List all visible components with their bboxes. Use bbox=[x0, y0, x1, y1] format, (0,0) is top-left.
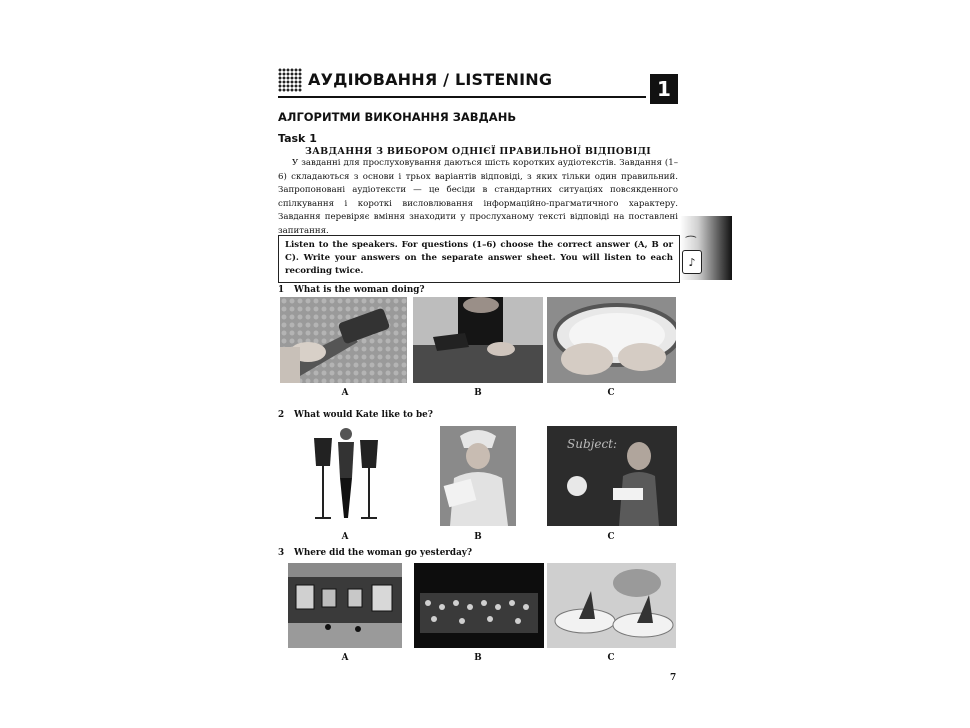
ear-icon: ⁀ bbox=[686, 236, 696, 250]
question-2 bbox=[278, 410, 433, 420]
option-label-a: A bbox=[341, 653, 349, 663]
photo-museum bbox=[288, 563, 402, 648]
header-rule bbox=[278, 96, 646, 98]
page-number: 7 bbox=[670, 673, 677, 683]
question-text: What is the woman doing? bbox=[294, 285, 425, 295]
option-label-a: A bbox=[341, 532, 349, 542]
question-3 bbox=[278, 548, 472, 558]
photo-doctor bbox=[440, 426, 516, 526]
question-text: What would Kate like to be? bbox=[294, 410, 433, 420]
section-title: АУДІЮВАННЯ / LISTENING bbox=[308, 70, 553, 89]
task-type-heading: ЗАВДАННЯ З ВИБОРОМ ОДНІЄЇ ПРАВИЛЬНОЇ ВІДПОВІДІ bbox=[304, 146, 652, 157]
option-label-b: B bbox=[474, 388, 482, 398]
photo-teacher bbox=[547, 426, 677, 526]
header-dots-icon bbox=[278, 68, 302, 92]
photo-fashion-designer bbox=[300, 426, 390, 524]
photo-concert bbox=[414, 563, 544, 648]
algorithm-heading: АЛГОРИТМИ ВИКОНАННЯ ЗАВДАНЬ bbox=[278, 110, 517, 124]
question-number: 2 bbox=[278, 410, 285, 420]
photo-restaurant bbox=[547, 563, 676, 648]
photo-washing-dishes bbox=[547, 297, 676, 383]
photo-ironing bbox=[413, 297, 543, 383]
svg-text:Subject:: Subject: bbox=[567, 437, 618, 451]
instruction-box: Listen to the speakers. For questions (1–6) choose the correct answer (A, B or C). Write your answers on the separate answer sheet. You will listen to each recording twice. bbox=[278, 235, 680, 283]
option-label-b: B bbox=[474, 653, 482, 663]
option-label-a: A bbox=[341, 388, 349, 398]
option-label-c: C bbox=[607, 388, 615, 398]
photo-vacuuming bbox=[280, 297, 407, 383]
option-label-b: B bbox=[474, 532, 482, 542]
question-number: 1 bbox=[278, 285, 285, 295]
task-label: Task 1 bbox=[278, 132, 317, 145]
question-number: 3 bbox=[278, 548, 285, 558]
question-1 bbox=[278, 285, 425, 295]
question-text: Where did the woman go yesterday? bbox=[294, 548, 473, 558]
section-number-badge: 1 bbox=[650, 74, 678, 104]
task-description: У завданні для прослуховування даються шість коротких аудіотекстів. Завдання (1–6) складаються з основи і трьох варіантів відповіді, з яких тільки один правильний. Запропоновані аудіотексти — це бесіди в стандартних ситуаціях повсякденного спілкування і короткі висловлювання інформаційно-прагматичного характеру. Завдання перевіряє вміння знаходити у прослуханому тексті відповіді на поставлені запитання. bbox=[278, 158, 678, 236]
headphones-page-icon: ♪ bbox=[682, 250, 702, 274]
option-label-c: C bbox=[607, 532, 615, 542]
option-label-c: C bbox=[607, 653, 615, 663]
